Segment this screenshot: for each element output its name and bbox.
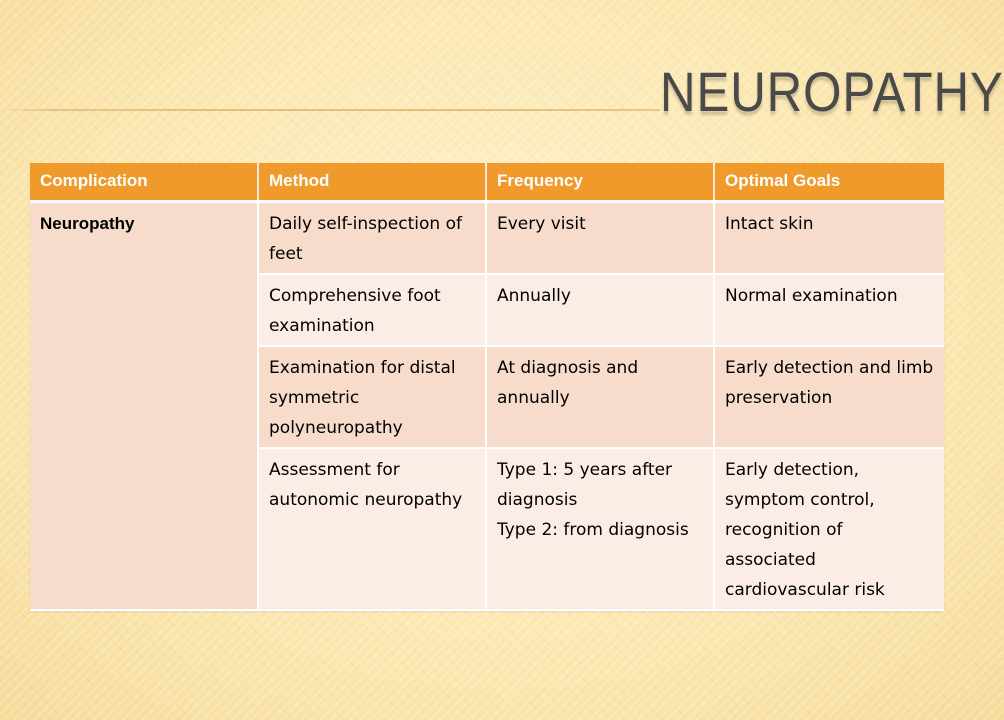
- goals-cell: Normal examination: [714, 274, 944, 346]
- table-header-row: [30, 163, 944, 201]
- frequency-cell: Annually: [486, 274, 714, 346]
- neuropathy-table: [30, 163, 944, 611]
- frequency-cell: Every visit: [486, 201, 714, 274]
- goals-cell: Intact skin: [714, 201, 944, 274]
- header-method: Method: [258, 163, 486, 201]
- header-optimal-goals: Optimal Goals: [714, 163, 944, 201]
- method-cell: Comprehensive foot examination: [258, 274, 486, 346]
- header-frequency: Frequency: [486, 163, 714, 201]
- title-divider-line: [0, 109, 660, 111]
- method-cell: Examination for distal symmetric polyneuropathy: [258, 346, 486, 448]
- frequency-line-type1: Type 1: 5 years after diagnosis: [497, 459, 673, 510]
- method-cell: Daily self-inspection of feet: [258, 201, 486, 274]
- slide-title: NEUROPATHY: [660, 60, 1004, 123]
- complication-cell: Neuropathy: [30, 201, 258, 610]
- frequency-cell: [486, 448, 714, 610]
- frequency-line-type2: Type 2: from diagnosis: [497, 519, 689, 540]
- goals-cell: Early detection and limb preservation: [714, 346, 944, 448]
- method-cell: Assessment for autonomic neuropathy: [258, 448, 486, 610]
- header-complication: Complication: [30, 163, 258, 201]
- frequency-cell: At diagnosis and annually: [486, 346, 714, 448]
- goals-cell: Early detection, symptom control, recognition of associated cardiovascular risk: [714, 448, 944, 610]
- table-row: [30, 201, 944, 274]
